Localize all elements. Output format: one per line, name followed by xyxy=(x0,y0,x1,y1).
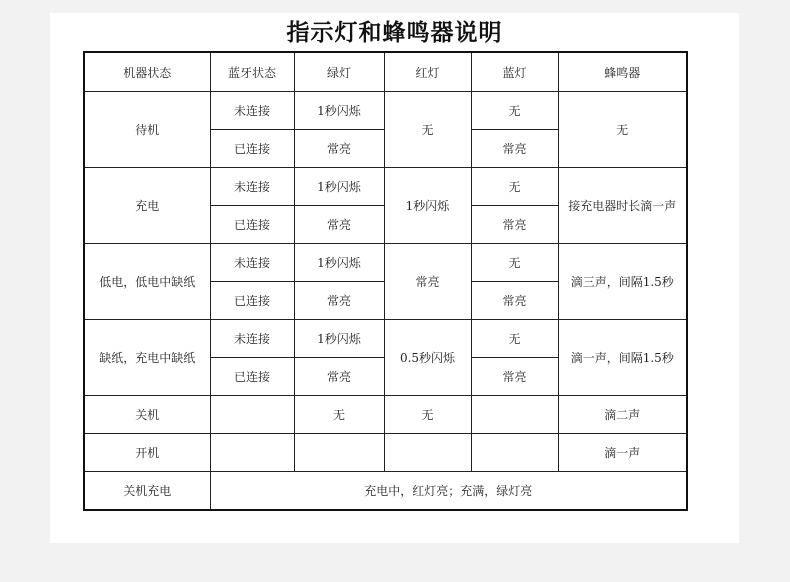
red-cell: 无 xyxy=(384,396,471,434)
bluetooth-cell: 未连接 xyxy=(210,168,294,206)
green-cell: 常亮 xyxy=(294,206,384,244)
header-red-light: 红灯 xyxy=(384,52,471,92)
green-cell: 1秒闪烁 xyxy=(294,244,384,282)
blue-cell: 常亮 xyxy=(471,206,558,244)
table-row xyxy=(84,92,687,130)
page-title: 指示灯和蜂鸣器说明 xyxy=(286,20,503,46)
buzzer-cell: 滴二声 xyxy=(558,396,687,434)
green-cell: 1秒闪烁 xyxy=(294,168,384,206)
state-cell: 充电 xyxy=(84,168,210,244)
spec-sheet xyxy=(50,13,739,543)
buzzer-cell: 滴一声，间隔1.5秒 xyxy=(558,320,687,396)
header-blue-light: 蓝灯 xyxy=(471,52,558,92)
blue-cell: 无 xyxy=(471,168,558,206)
state-cell: 缺纸，充电中缺纸 xyxy=(84,320,210,396)
bluetooth-cell: 未连接 xyxy=(210,320,294,358)
header-buzzer: 蜂鸣器 xyxy=(558,52,687,92)
table-row xyxy=(84,434,687,472)
bluetooth-cell: 未连接 xyxy=(210,92,294,130)
header-machine-state: 机器状态 xyxy=(84,52,210,92)
header-green-light: 绿灯 xyxy=(294,52,384,92)
table-row xyxy=(84,168,687,206)
buzzer-cell: 滴三声，间隔1.5秒 xyxy=(558,244,687,320)
green-cell: 常亮 xyxy=(294,130,384,168)
bluetooth-cell: 已连接 xyxy=(210,206,294,244)
blue-cell xyxy=(471,434,558,472)
indicator-buzzer-table xyxy=(83,51,688,511)
state-cell: 关机充电 xyxy=(84,472,210,511)
blue-cell xyxy=(471,396,558,434)
green-cell: 常亮 xyxy=(294,358,384,396)
red-cell: 1秒闪烁 xyxy=(384,168,471,244)
green-cell: 无 xyxy=(294,396,384,434)
table-row xyxy=(84,244,687,282)
table-header-row xyxy=(84,52,687,92)
buzzer-cell: 滴一声 xyxy=(558,434,687,472)
description-cell: 充电中，红灯亮；充满，绿灯亮 xyxy=(210,472,687,511)
bluetooth-cell xyxy=(210,434,294,472)
blue-cell: 常亮 xyxy=(471,130,558,168)
state-cell: 开机 xyxy=(84,434,210,472)
bluetooth-cell: 未连接 xyxy=(210,244,294,282)
bluetooth-cell xyxy=(210,396,294,434)
red-cell xyxy=(384,434,471,472)
green-cell: 常亮 xyxy=(294,282,384,320)
green-cell xyxy=(294,434,384,472)
bluetooth-cell: 已连接 xyxy=(210,358,294,396)
table-row xyxy=(84,396,687,434)
red-cell: 无 xyxy=(384,92,471,168)
buzzer-cell: 接充电器时长滴一声 xyxy=(558,168,687,244)
blue-cell: 常亮 xyxy=(471,358,558,396)
table-row xyxy=(84,320,687,358)
green-cell: 1秒闪烁 xyxy=(294,320,384,358)
bluetooth-cell: 已连接 xyxy=(210,282,294,320)
blue-cell: 无 xyxy=(471,320,558,358)
blue-cell: 无 xyxy=(471,244,558,282)
state-cell: 待机 xyxy=(84,92,210,168)
bluetooth-cell: 已连接 xyxy=(210,130,294,168)
red-cell: 常亮 xyxy=(384,244,471,320)
table-row xyxy=(84,472,687,511)
header-bluetooth-state: 蓝牙状态 xyxy=(210,52,294,92)
red-cell: 0.5秒闪烁 xyxy=(384,320,471,396)
state-cell: 低电，低电中缺纸 xyxy=(84,244,210,320)
blue-cell: 常亮 xyxy=(471,282,558,320)
state-cell: 关机 xyxy=(84,396,210,434)
blue-cell: 无 xyxy=(471,92,558,130)
green-cell: 1秒闪烁 xyxy=(294,92,384,130)
buzzer-cell: 无 xyxy=(558,92,687,168)
